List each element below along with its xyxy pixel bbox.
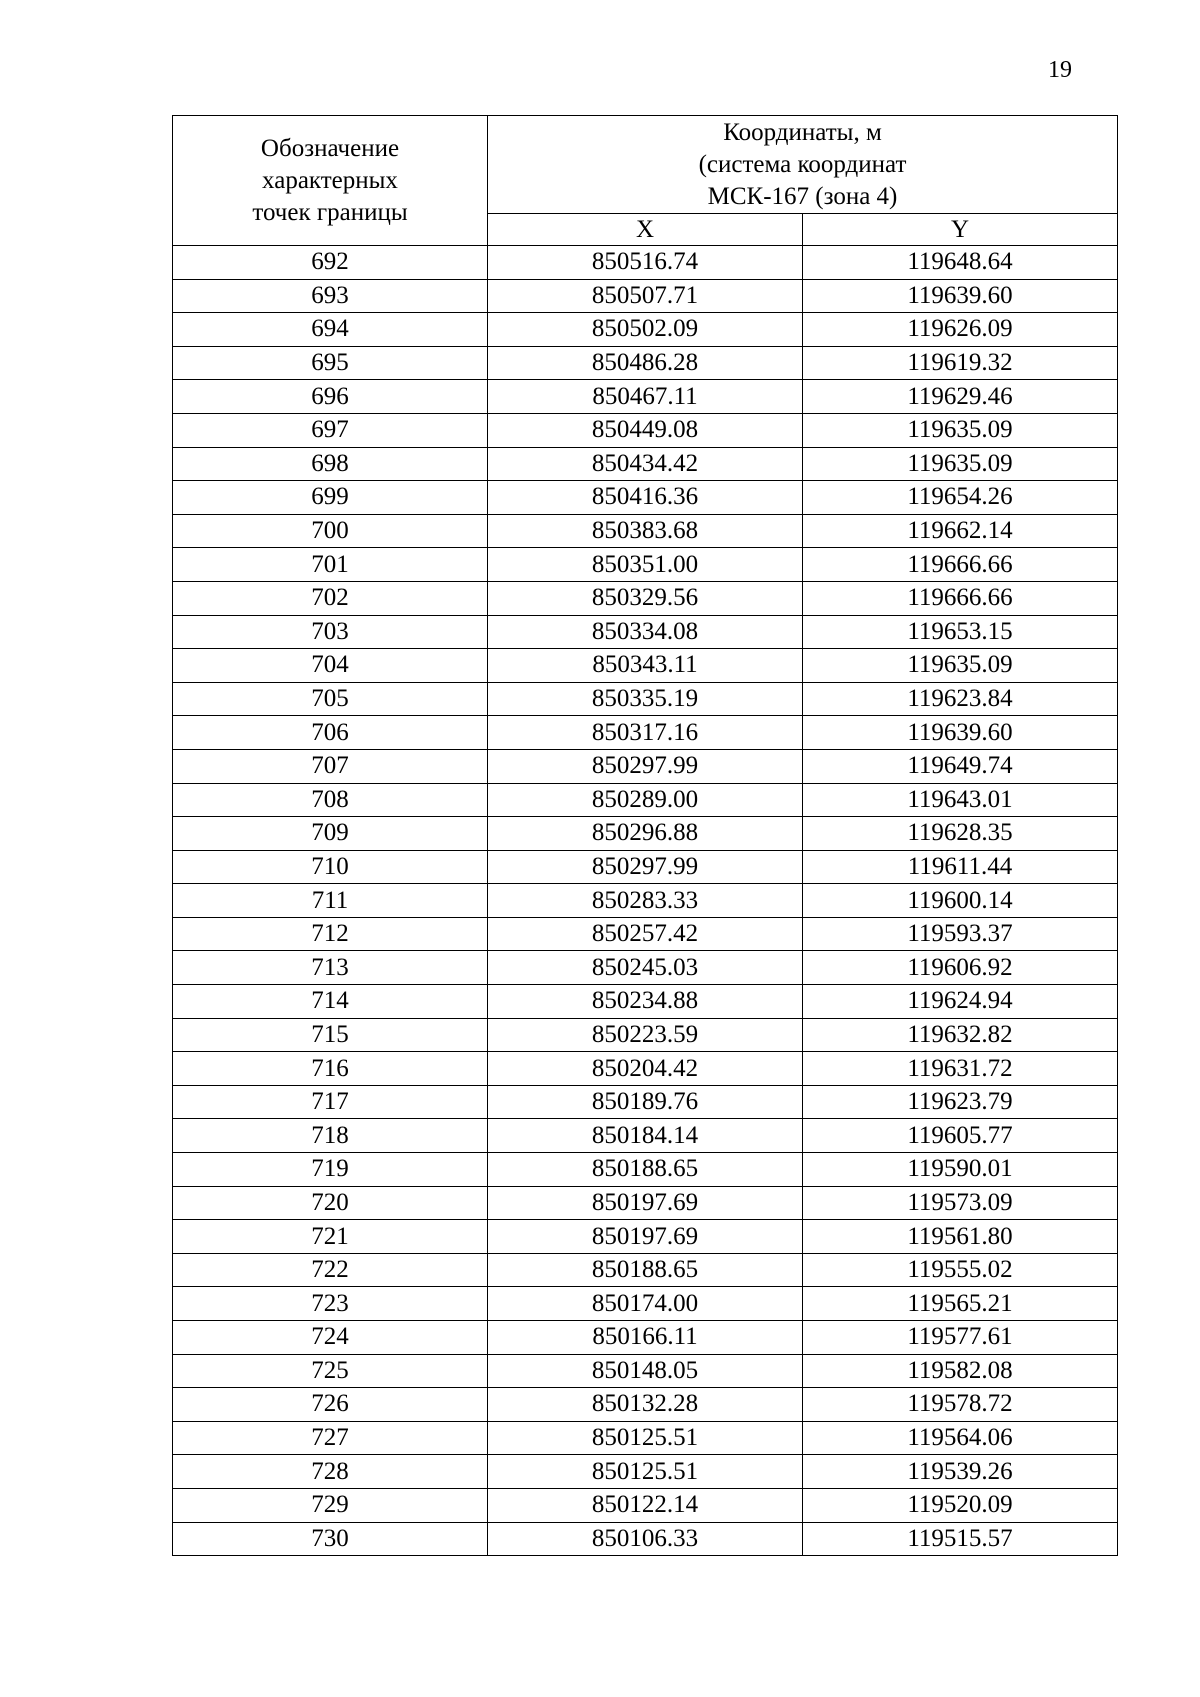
point-cell: 715: [173, 1018, 488, 1052]
table-row: [173, 1488, 1118, 1522]
table-row: [173, 917, 1118, 951]
x-cell: 850234.88: [488, 985, 803, 1019]
y-cell: 119653.15: [803, 615, 1118, 649]
page-number: 19: [1048, 57, 1072, 83]
point-cell: 708: [173, 783, 488, 817]
point-cell: 699: [173, 481, 488, 515]
table-row: [173, 783, 1118, 817]
point-cell: 705: [173, 682, 488, 716]
y-cell: 119573.09: [803, 1186, 1118, 1220]
x-cell: 850189.76: [488, 1085, 803, 1119]
table-row: [173, 817, 1118, 851]
y-cell: 119643.01: [803, 783, 1118, 817]
table-row: [173, 481, 1118, 515]
x-cell: 850188.65: [488, 1253, 803, 1287]
y-cell: 119564.06: [803, 1421, 1118, 1455]
y-cell: 119629.46: [803, 380, 1118, 414]
y-cell: 119626.09: [803, 313, 1118, 347]
x-cell: 850351.00: [488, 548, 803, 582]
point-cell: 703: [173, 615, 488, 649]
table-row: [173, 884, 1118, 918]
point-cell: 702: [173, 581, 488, 615]
designation-header-line: Обозначение: [260, 134, 400, 162]
y-cell: 119635.09: [803, 447, 1118, 481]
table-row: [173, 615, 1118, 649]
y-cell: 119635.09: [803, 649, 1118, 683]
point-cell: 701: [173, 548, 488, 582]
point-cell: 697: [173, 413, 488, 447]
y-cell: 119639.60: [803, 716, 1118, 750]
point-cell: 716: [173, 1052, 488, 1086]
y-cell: 119631.72: [803, 1052, 1118, 1086]
point-cell: 719: [173, 1153, 488, 1187]
table-row: [173, 1321, 1118, 1355]
x-cell: 850197.69: [488, 1186, 803, 1220]
x-cell: 850449.08: [488, 413, 803, 447]
y-cell: 119635.09: [803, 413, 1118, 447]
table-row: [173, 985, 1118, 1019]
x-cell: 850416.36: [488, 481, 803, 515]
point-cell: 730: [173, 1522, 488, 1556]
table-row: [173, 1085, 1118, 1119]
y-cell: 119590.01: [803, 1153, 1118, 1187]
x-cell: 850283.33: [488, 884, 803, 918]
table-row: [173, 548, 1118, 582]
coordinates-header-line: МСК-167 (зона 4): [707, 182, 898, 210]
x-cell: 850106.33: [488, 1522, 803, 1556]
point-cell: 722: [173, 1253, 488, 1287]
table-row: [173, 1287, 1118, 1321]
y-cell: 119605.77: [803, 1119, 1118, 1153]
coordinates-header: [488, 116, 1118, 214]
x-cell: 850297.99: [488, 850, 803, 884]
point-cell: 728: [173, 1455, 488, 1489]
point-cell: 720: [173, 1186, 488, 1220]
table-row: [173, 514, 1118, 548]
point-cell: 723: [173, 1287, 488, 1321]
x-cell: 850289.00: [488, 783, 803, 817]
y-cell: 119577.61: [803, 1321, 1118, 1355]
x-cell: 850516.74: [488, 246, 803, 280]
x-cell: 850467.11: [488, 380, 803, 414]
designation-header: [173, 116, 488, 246]
x-cell: 850329.56: [488, 581, 803, 615]
x-cell: 850343.11: [488, 649, 803, 683]
point-cell: 709: [173, 817, 488, 851]
y-cell: 119578.72: [803, 1388, 1118, 1422]
point-cell: 700: [173, 514, 488, 548]
point-cell: 713: [173, 951, 488, 985]
point-cell: 710: [173, 850, 488, 884]
x-cell: 850245.03: [488, 951, 803, 985]
y-cell: 119539.26: [803, 1455, 1118, 1489]
table-row: [173, 1186, 1118, 1220]
y-cell: 119606.92: [803, 951, 1118, 985]
table-row: [173, 1153, 1118, 1187]
table-row: [173, 649, 1118, 683]
table-row: [173, 1354, 1118, 1388]
point-cell: 698: [173, 447, 488, 481]
table-row: [173, 581, 1118, 615]
table-row: [173, 716, 1118, 750]
y-column-header: Y: [803, 214, 1118, 246]
x-cell: 850188.65: [488, 1153, 803, 1187]
table-body: [173, 246, 1118, 1556]
y-cell: 119648.64: [803, 246, 1118, 280]
table-row: [173, 380, 1118, 414]
y-cell: 119619.32: [803, 346, 1118, 380]
y-cell: 119666.66: [803, 548, 1118, 582]
point-cell: 711: [173, 884, 488, 918]
x-column-header: X: [488, 214, 803, 246]
point-cell: 695: [173, 346, 488, 380]
x-cell: 850486.28: [488, 346, 803, 380]
point-cell: 706: [173, 716, 488, 750]
y-cell: 119649.74: [803, 749, 1118, 783]
x-cell: 850122.14: [488, 1488, 803, 1522]
point-cell: 714: [173, 985, 488, 1019]
point-cell: 693: [173, 279, 488, 313]
y-cell: 119623.84: [803, 682, 1118, 716]
y-cell: 119555.02: [803, 1253, 1118, 1287]
x-cell: 850257.42: [488, 917, 803, 951]
table-header: [173, 116, 1118, 246]
point-cell: 717: [173, 1085, 488, 1119]
y-cell: 119639.60: [803, 279, 1118, 313]
point-cell: 696: [173, 380, 488, 414]
x-cell: 850317.16: [488, 716, 803, 750]
table-row: [173, 1253, 1118, 1287]
y-cell: 119628.35: [803, 817, 1118, 851]
y-cell: 119593.37: [803, 917, 1118, 951]
y-cell: 119624.94: [803, 985, 1118, 1019]
y-cell: 119666.66: [803, 581, 1118, 615]
table-row: [173, 951, 1118, 985]
x-cell: 850335.19: [488, 682, 803, 716]
table-row: [173, 313, 1118, 347]
point-cell: 725: [173, 1354, 488, 1388]
point-cell: 727: [173, 1421, 488, 1455]
point-cell: 724: [173, 1321, 488, 1355]
x-cell: 850383.68: [488, 514, 803, 548]
y-cell: 119662.14: [803, 514, 1118, 548]
point-cell: 692: [173, 246, 488, 280]
table-row: [173, 1421, 1118, 1455]
point-cell: 712: [173, 917, 488, 951]
point-cell: 718: [173, 1119, 488, 1153]
y-cell: 119611.44: [803, 850, 1118, 884]
table-row: [173, 1119, 1118, 1153]
y-cell: 119561.80: [803, 1220, 1118, 1254]
coordinates-header-line: Координаты, м: [723, 118, 882, 146]
point-cell: 721: [173, 1220, 488, 1254]
table-row: [173, 413, 1118, 447]
designation-header-line: точек границы: [252, 198, 408, 226]
x-cell: 850174.00: [488, 1287, 803, 1321]
table-row: [173, 1018, 1118, 1052]
point-cell: 704: [173, 649, 488, 683]
table-row: [173, 447, 1118, 481]
x-cell: 850507.71: [488, 279, 803, 313]
y-cell: 119632.82: [803, 1018, 1118, 1052]
point-cell: 729: [173, 1488, 488, 1522]
designation-header-line: характерных: [262, 166, 398, 194]
table-row: [173, 1522, 1118, 1556]
x-cell: 850166.11: [488, 1321, 803, 1355]
y-cell: 119520.09: [803, 1488, 1118, 1522]
point-cell: 694: [173, 313, 488, 347]
x-cell: 850148.05: [488, 1354, 803, 1388]
x-cell: 850297.99: [488, 749, 803, 783]
x-cell: 850434.42: [488, 447, 803, 481]
x-cell: 850502.09: [488, 313, 803, 347]
y-cell: 119623.79: [803, 1085, 1118, 1119]
x-cell: 850184.14: [488, 1119, 803, 1153]
x-cell: 850132.28: [488, 1388, 803, 1422]
x-cell: 850125.51: [488, 1421, 803, 1455]
x-cell: 850125.51: [488, 1455, 803, 1489]
y-cell: 119600.14: [803, 884, 1118, 918]
table-row: [173, 1388, 1118, 1422]
table-row: [173, 1220, 1118, 1254]
table-row: [173, 1455, 1118, 1489]
y-cell: 119654.26: [803, 481, 1118, 515]
x-cell: 850296.88: [488, 817, 803, 851]
y-cell: 119582.08: [803, 1354, 1118, 1388]
x-cell: 850334.08: [488, 615, 803, 649]
table-row: [173, 749, 1118, 783]
table-row: [173, 246, 1118, 280]
x-cell: 850204.42: [488, 1052, 803, 1086]
table-row: [173, 682, 1118, 716]
table-row: [173, 850, 1118, 884]
point-cell: 707: [173, 749, 488, 783]
x-cell: 850197.69: [488, 1220, 803, 1254]
point-cell: 726: [173, 1388, 488, 1422]
coordinates-table: [172, 115, 1118, 1556]
table-row: [173, 1052, 1118, 1086]
y-cell: 119515.57: [803, 1522, 1118, 1556]
table-row: [173, 346, 1118, 380]
x-cell: 850223.59: [488, 1018, 803, 1052]
y-cell: 119565.21: [803, 1287, 1118, 1321]
table-row: [173, 279, 1118, 313]
coordinates-header-line: (система координат: [698, 150, 907, 178]
